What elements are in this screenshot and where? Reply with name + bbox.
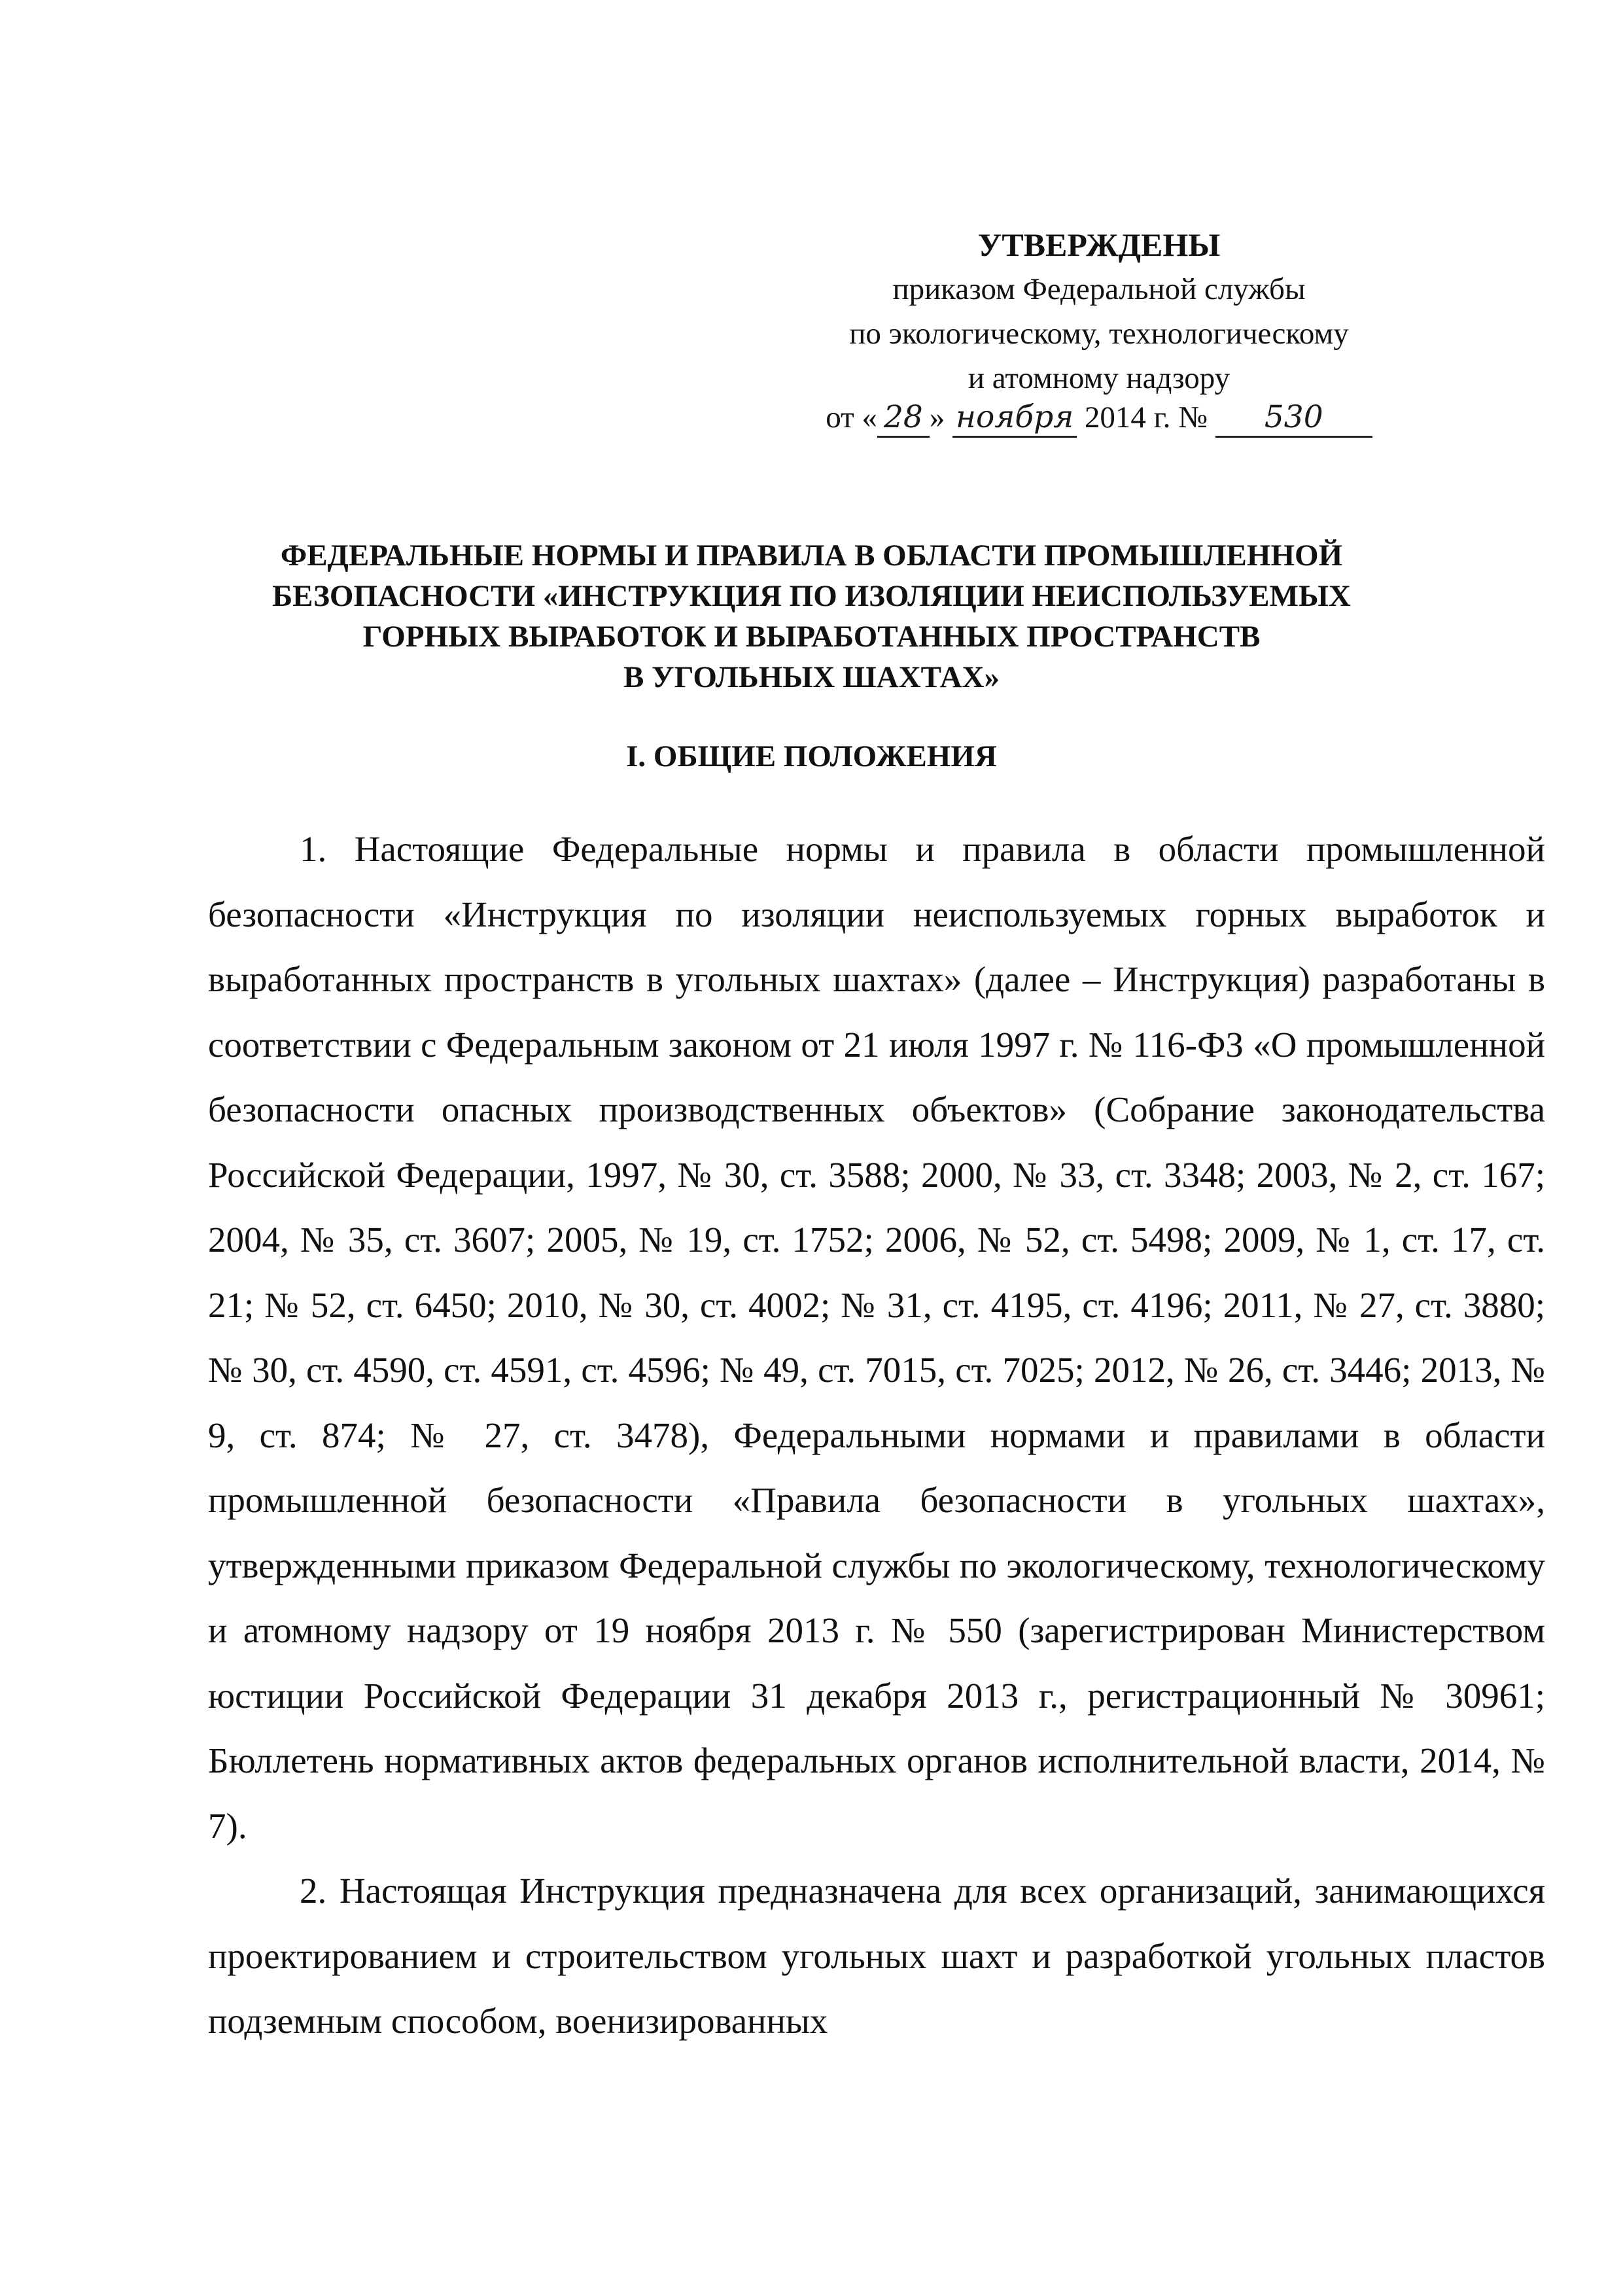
- handwritten-day: 28: [877, 399, 930, 438]
- title-line-1: ФЕДЕРАЛЬНЫЕ НОРМЫ И ПРАВИЛА В ОБЛАСТИ ПРОМЫШЛЕННОЙ: [280, 539, 1343, 573]
- handwritten-order-number: 530: [1215, 399, 1372, 438]
- approval-block: [772, 222, 1492, 440]
- title-line-3: ГОРНЫХ ВЫРАБОТОК И ВЫРАБОТАННЫХ ПРОСТРАНСТВ: [362, 620, 1261, 654]
- approval-line-3: и атомному надзору: [968, 361, 1230, 395]
- approval-heading: УТВЕРЖДЕНЫ: [977, 226, 1221, 263]
- title-line-2: БЕЗОПАСНОСТИ «ИНСТРУКЦИЯ ПО ИЗОЛЯЦИИ НЕИСПОЛЬЗУЕМЫХ: [272, 579, 1351, 613]
- date-mid: »: [929, 400, 945, 434]
- date-prefix: от «: [826, 400, 877, 434]
- paragraph-1: 1. Настоящие Федеральные нормы и правила в области промышленной безопасности «Инструкция по изоляции неиспользуемых горных выработок и выработанных пространств в угольных шахтах» (далее – Инструкция) разработаны в соответствии с Федеральным законом от 21 июля 1997 г. № 116-ФЗ «О промышленной безопасности опасных производственных объектов» (Собрание законодательства Российской Федерации, 1997, № 30, ст. 3588; 2000, № 33, ст. 3348; 2003, № 2, ст. 167; 2004, № 35, ст. 3607; 2005, № 19, ст. 1752; 2006, № 52, ст. 5498; 2009, № 1, ст. 17, ст. 21; № 52, ст. 6450; 2010, № 30, ст. 4002; № 31, ст. 4195, ст. 4196; 2011, № 27, ст. 3880; № 30, ст. 4590, ст. 4591, ст. 4596; № 49, ст. 7015, ст. 7025; 2012, № 26, ст. 3446; 2013, № 9, ст. 874; № 27, ст. 3478), Федеральными нормами и правилами в области промышленной безопасности «Правила безопасности в угольных шахтах», утвержденными приказом Федеральной службы по экологическому, технологическому и атомному надзору от 19 ноября 2013 г. № 550 (зарегистрирован Министерством юстиции Российской Федерации 31 декабря 2013 г., регистрационный № 30961; Бюллетень нормативных актов федеральных органов исполнительной власти, 2014, № 7).: [208, 829, 1545, 1846]
- body-text: [208, 817, 1545, 2054]
- date-year: 2014 г. №: [1084, 400, 1208, 434]
- approval-date-line: [772, 395, 1426, 440]
- title-line-4: В УГОЛЬНЫХ ШАХТАХ»: [623, 660, 1000, 694]
- paragraph-2: 2. Настоящая Инструкция предназначена для всех организаций, занимающихся проектированием и строительством угольных шахт и разработкой угольных пластов подземным способом, военизированных: [208, 1871, 1545, 2041]
- approval-line-1: приказом Федеральной службы: [892, 272, 1306, 306]
- document-title: [164, 535, 1459, 698]
- approval-line-2: по экологическому, технологическому: [849, 317, 1349, 351]
- handwritten-month: ноября: [952, 399, 1077, 438]
- section-heading: I. ОБЩИЕ ПОЛОЖЕНИЯ: [626, 739, 997, 773]
